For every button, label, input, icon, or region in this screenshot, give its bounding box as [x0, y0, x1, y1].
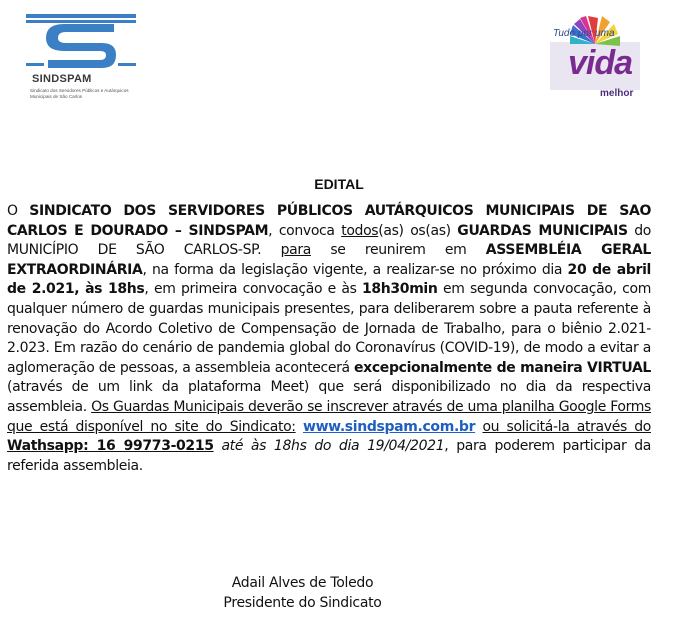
signature-name: Adail Alves de Toledo [231, 575, 374, 591]
logo-tagline-top: Tudo por uma [553, 28, 615, 39]
registration-notice: Os Guardas Municipais deverão se inscrever através de uma planilha Google Forms que está disponível no site do Sindicato: [7, 398, 652, 435]
assembly-date: 20 de abril de 2.021, às 18hs [7, 261, 651, 298]
website-link[interactable]: www.sindspam.com.br [302, 418, 476, 435]
body-text: do MUNICÍPIO DE SÃO CARLOS-SP. [7, 222, 652, 259]
assembly-type: ASSEMBLÉIA GERAL EXTRAORDINÁRIA [7, 242, 651, 278]
body-text: (as) os(as) [378, 222, 458, 239]
body-text: se reunirem em [310, 242, 486, 259]
body-text: (através de um link da plataforma Meet) que será disponibilizado no dia da respectiva assembleia. [7, 379, 651, 415]
whatsapp-number: Wathsapp: 16 99773-0215 [7, 438, 214, 455]
body-text: ou solicitá-la através do [482, 418, 651, 435]
deadline-text: até às 18hs do dia 19/04/2021 [221, 438, 445, 455]
signature-role: Presidente do Sindicato [223, 595, 382, 611]
sindspam-logo [26, 14, 136, 104]
body-text: , convoca [268, 222, 342, 239]
sindspam-tagline: Sindicato dos Servidores Públicos e Autárquicos Municipais de São Carlos [30, 88, 129, 99]
logo-word-vida: vida [568, 44, 633, 82]
logo-word-melhor: melhor [600, 88, 634, 99]
body-text: em segunda convocação, com qualquer número de guardas municipais presentes, para deliberarem sobre a pauta referente à renovação do Acordo Coletivo de Compensação de Jornada de Trabalho, para o biênio 2.021-2.023. Em razão do cenário de pandemia global do Coronavírus (COVID-19), de modo a evitar a aglomeração de pessoas, a assembleia acontecerá [7, 281, 651, 376]
second-call-time: 18h30min [362, 281, 438, 298]
body-text: para [280, 242, 311, 259]
body-text: O [7, 203, 30, 219]
body-text: todos [341, 222, 379, 239]
virtual-notice: excepcionalmente de maneira VIRTUAL [354, 359, 652, 376]
vida-melhor-logo [540, 14, 650, 104]
edital-body [7, 202, 651, 476]
union-name: SINDICATO DOS SERVIDORES PÚBLICOS AUTÁRQUICOS MUNICIPAIS DE SAO CARLOS E DOURADO – SINDSPAM [7, 203, 652, 239]
body-text: , em primeira convocação e às [144, 281, 363, 298]
sindspam-brand: SINDSPAM [32, 73, 92, 85]
body-text: , na forma da legislação vigente, a realizar-se no próximo dia [142, 261, 568, 278]
body-text: , para poderem participar da referida assembleia. [7, 438, 652, 474]
body-text [296, 419, 303, 435]
guards-label: GUARDAS MUNICIPAIS [457, 222, 628, 239]
document-title: EDITAL [314, 176, 364, 192]
sindspam-s-logo-icon [26, 14, 136, 72]
